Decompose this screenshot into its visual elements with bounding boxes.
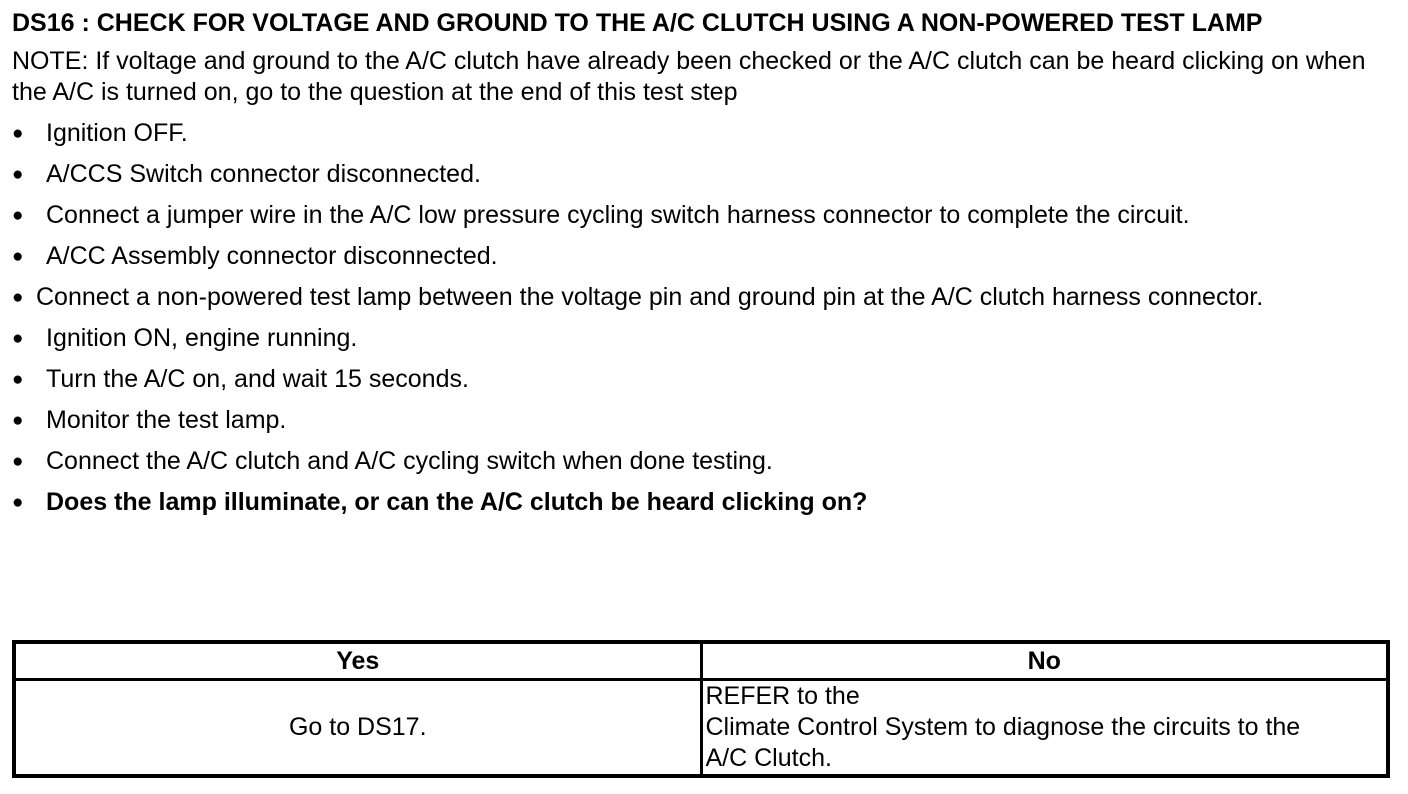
bullet-icon: ● xyxy=(12,246,24,267)
bullet-icon: ● xyxy=(12,328,24,349)
bullet-icon: ● xyxy=(12,492,24,513)
bullet-icon: ● xyxy=(12,451,24,472)
list-item: ● Connect a non-powered test lamp between the voltage pin and ground pin at the A/C clutch harness connector. xyxy=(12,283,1264,311)
bullet-icon: ● xyxy=(12,410,24,431)
yes-cell-text: Go to DS17. xyxy=(288,713,427,741)
steps-list xyxy=(12,118,1396,518)
no-cell xyxy=(701,680,1388,777)
bullet-icon: ● xyxy=(12,369,24,390)
table-row xyxy=(14,680,1388,777)
yes-header: Yes xyxy=(14,642,701,680)
list-item: ● Turn the A/C on, and wait 15 seconds. xyxy=(12,365,469,393)
table-header-row xyxy=(14,642,1388,680)
no-header: No xyxy=(701,642,1388,680)
bullet-icon: ● xyxy=(12,287,24,308)
result-table xyxy=(12,640,1390,778)
list-item: ● Monitor the test lamp. xyxy=(12,406,287,434)
list-item: ● Ignition OFF. xyxy=(12,119,188,147)
list-item: ● Connect the A/C clutch and A/C cycling switch when done testing. xyxy=(12,447,773,475)
no-cell-line-3: A/C Clutch. xyxy=(705,744,832,772)
no-cell-line-2: Climate Control System to diagnose the circuits to the xyxy=(705,713,1301,741)
list-item: ● A/CC Assembly connector disconnected. xyxy=(12,242,498,270)
bullet-icon: ● xyxy=(12,205,24,226)
page-title: DS16 : CHECK FOR VOLTAGE AND GROUND TO THE A/C CLUTCH USING A NON-POWERED TEST LAMP xyxy=(12,9,1263,37)
no-cell-line-1: REFER to the xyxy=(705,682,860,710)
bullet-icon: ● xyxy=(12,123,24,144)
list-item: ● A/CCS Switch connector disconnected. xyxy=(12,160,481,188)
yes-cell xyxy=(14,680,701,777)
list-item: ● Ignition ON, engine running. xyxy=(12,324,358,352)
procedure-page xyxy=(12,8,1396,772)
list-item: ● Connect a jumper wire in the A/C low pressure cycling switch harness connector to complete the circuit. xyxy=(12,201,1190,229)
bullet-icon: ● xyxy=(12,164,24,185)
question-item: ● Does the lamp illuminate, or can the A/C clutch be heard clicking on? xyxy=(12,488,868,516)
note-text: NOTE: If voltage and ground to the A/C clutch have already been checked or the A/C clutch can be heard clicking on when the A/C is turned on, go to the question at the end of this test step xyxy=(12,47,1366,106)
